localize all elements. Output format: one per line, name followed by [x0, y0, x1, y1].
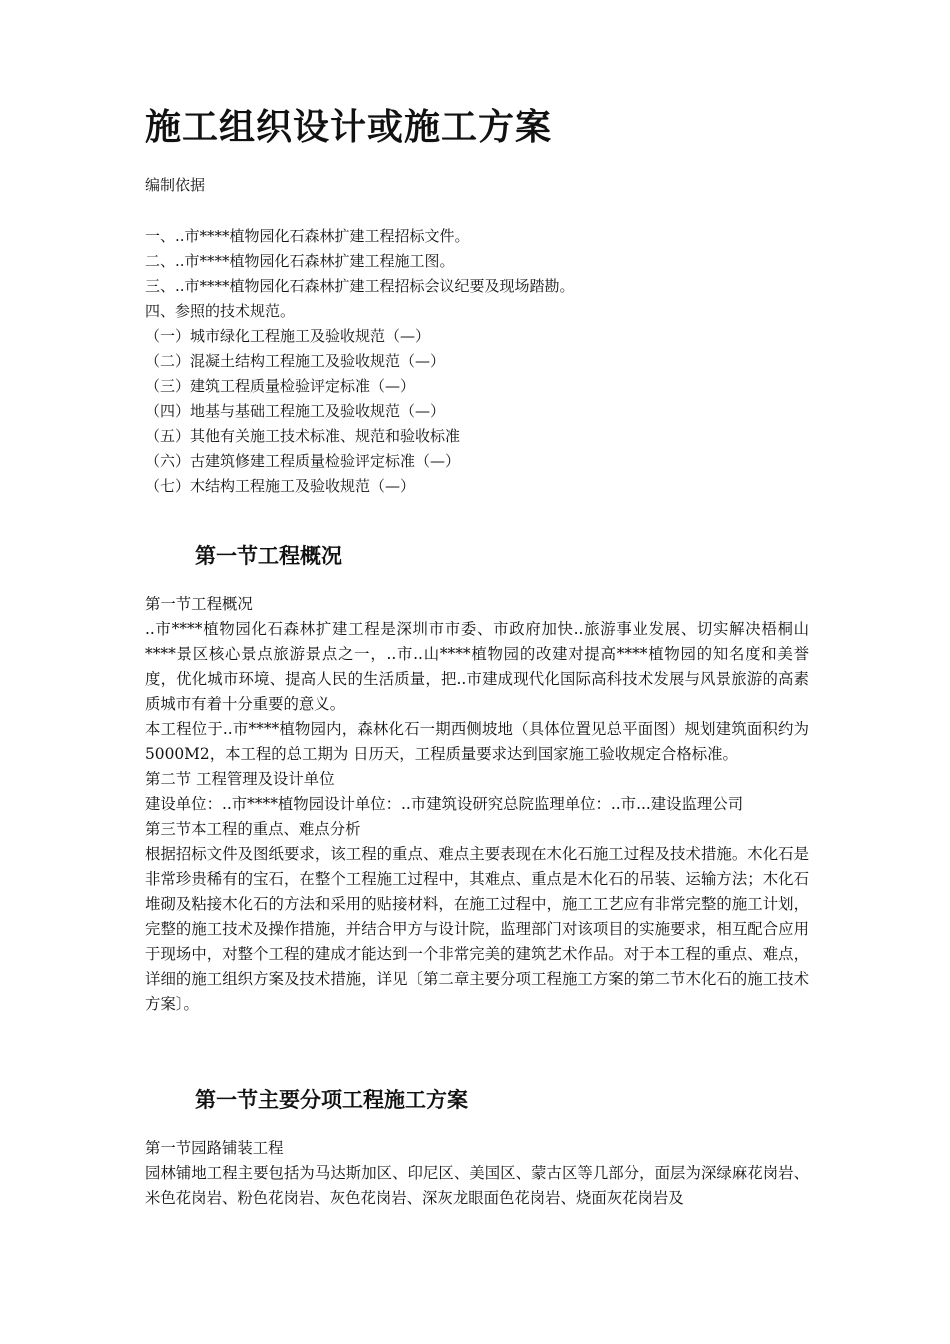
basis-item: （五）其他有关施工技术标准、规范和验收标准 [145, 427, 461, 445]
paragraph: 根据招标文件及图纸要求，该工程的重点、难点主要表现在木化石施工过程及技术措施。木化石是非常珍贵稀有的宝石，在整个工程施工过程中，其难点、重点是木化石的吊装、运输方法；木化石堆砌及粘接木化石的方法和采用的贴接材料，在施工过程中，施工工艺应有非常完整的施工计划，完整的施工技术及操作措施，并结合甲方与设计院，监理部门对该项目的实施要求，相互配合应用于现场中，对整个工程的建成才能达到一个非常完美的建筑艺术作品。对于本工程的重点、难点，详细的施工组织方案及技术措施，详见〔第二章主要分项工程施工方案的第二节木化石的施工技术方案〕。 [145, 845, 809, 1013]
subheading: 第一节园路铺装工程 [145, 1139, 284, 1157]
basis-item: （四）地基与基础工程施工及验收规范（—） [145, 402, 446, 420]
paragraph: ..市****植物园化石森林扩建工程是深圳市市委、市政府加快..旅游事业发展、切实解决梧桐山****景区核心景点旅游景点之一，..市..山****植物园的改建对提高****植物园的知名度和美誉度，优化城市环境、提高人民的生活质量，把..市建成现代化国际高科技术发展与风景旅游的高素质城市有着十分重要的意义。 [145, 620, 809, 713]
basis-label: 编制依据 [145, 176, 206, 194]
section-heading-methods: 第一节主要分项工程施工方案 [195, 1087, 468, 1112]
subheading: 第一节工程概况 [145, 595, 253, 613]
paragraph: 园林铺地工程主要包括为马达斯加区、印尼区、美国区、蒙古区等几部分，面层为深绿麻花岗岩、米色花岗岩、粉色花岗岩、灰色花岗岩、深灰龙眼面色花岗岩、烧面灰花岗岩及 [145, 1164, 809, 1207]
units-line: 建设单位：..市****植物园设计单位：..市建筑设研究总院监理单位：..市...建设监理公司 [145, 795, 744, 813]
basis-item: （六）古建筑修建工程质量检验评定标准（—） [145, 452, 461, 470]
basis-item: 四、参照的技术规范。 [145, 302, 296, 320]
document-title: 施工组织设计或施工方案 [145, 106, 553, 148]
basis-item: 三、..市****植物园化石森林扩建工程招标会议纪要及现场踏勘。 [145, 277, 575, 295]
basis-item: 二、..市****植物园化石森林扩建工程施工图。 [145, 252, 455, 270]
basis-list [145, 224, 809, 499]
subheading: 第二节 工程管理及设计单位 [145, 770, 335, 788]
subheading: 第三节本工程的重点、难点分析 [145, 820, 361, 838]
basis-item: 一、..市****植物园化石森林扩建工程招标文件。 [145, 227, 470, 245]
section-methods-body [145, 1136, 809, 1211]
section-heading-overview: 第一节工程概况 [195, 543, 342, 568]
basis-item: （二）混凝土结构工程施工及验收规范（—） [145, 352, 446, 370]
paragraph: 本工程位于..市****植物园内，森林化石一期西侧坡地（具体位置见总平面图）规划建筑面积约为5000M2，本工程的总工期为 日历天，工程质量要求达到国家施工验收规定合格标准。 [145, 720, 809, 763]
basis-item: （一）城市绿化工程施工及验收规范（—） [145, 327, 431, 345]
basis-item: （七）木结构工程施工及验收规范（—） [145, 477, 416, 495]
basis-item: （三）建筑工程质量检验评定标准（—） [145, 377, 416, 395]
section-overview-body [145, 592, 809, 1017]
